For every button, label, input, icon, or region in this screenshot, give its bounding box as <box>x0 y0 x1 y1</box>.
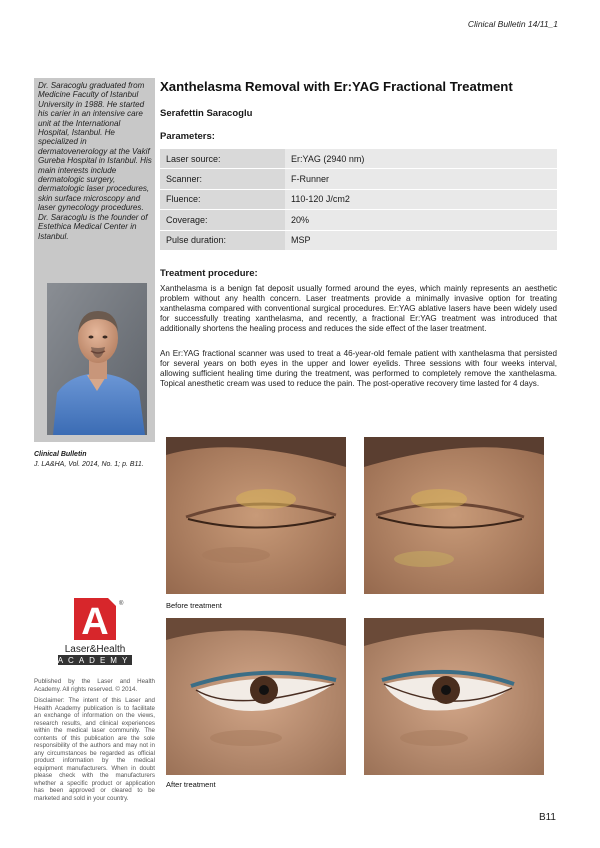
author-photo <box>47 283 147 435</box>
table-row <box>160 189 557 209</box>
published-notice: Published by the Laser and Health Academy. All rights reserved. © 2014. <box>34 678 155 693</box>
citation-title: Clinical Bulletin <box>34 451 87 458</box>
param-label: Pulse duration: <box>160 230 285 250</box>
after-treatment-caption: After treatment <box>166 780 216 789</box>
svg-text:®: ® <box>119 601 124 607</box>
svg-text:ACADEMY: ACADEMY <box>57 656 133 665</box>
before-treatment-right-eye-photo <box>364 437 544 594</box>
procedure-heading: Treatment procedure: <box>160 268 258 279</box>
param-value: F-Runner <box>285 169 557 189</box>
table-row <box>160 169 557 189</box>
param-label: Laser source: <box>160 149 285 169</box>
table-row <box>160 210 557 230</box>
param-label: Fluence: <box>160 189 285 209</box>
param-label: Scanner: <box>160 169 285 189</box>
parameters-table <box>160 149 557 251</box>
param-value: MSP <box>285 230 557 250</box>
table-row <box>160 230 557 250</box>
after-treatment-right-eye-photo <box>364 618 544 775</box>
bulletin-header: Clinical Bulletin 14/11_1 <box>467 19 558 29</box>
param-value: Er:YAG (2940 nm) <box>285 149 557 169</box>
table-row <box>160 149 557 169</box>
parameters-heading: Parameters: <box>160 131 215 142</box>
before-treatment-caption: Before treatment <box>166 601 222 610</box>
procedure-paragraph-2: An Er:YAG fractional scanner was used to treat a 46-year-old female patient with xanthelasma that persisted for several years on both eyes in the upper and lower eyelids. Three sessions with four weeks interval, allowing sufficient healing time during the treatment, was performed to completely remove the xanthelasma. Topical anesthetic cream was used to reduce the pain. The post-operative recovery time lasted for 4 days. <box>160 349 557 388</box>
article-title: Xanthelasma Removal with Er:YAG Fractional Treatment <box>160 79 513 94</box>
param-label: Coverage: <box>160 210 285 230</box>
laser-health-academy-logo <box>56 598 134 666</box>
procedure-paragraph-1: Xanthelasma is a benign fat deposit usually formed around the eyes, which mainly represents an aesthetic problem without any health concern. Laser treatments provide a minimally invasive option for treating xanthelasma compared with conventional surgical procedures. Er:YAG ablative lasers have been widely used for successfully treating xanthelasma, and recently, a fractional Er:YAG treatment was introduced that additionally shortens the healing process and reduces the side effect of the laser treatment. <box>160 284 557 333</box>
citation-reference: J. LA&HA, Vol. 2014, No. 1; p. B11. <box>34 461 144 468</box>
article-author: Serafettin Saracoglu <box>160 108 253 119</box>
svg-text:A: A <box>81 601 109 643</box>
svg-text:Laser&Health: Laser&Health <box>64 644 126 655</box>
before-treatment-left-eye-photo <box>166 437 346 594</box>
author-bio-text: Dr. Saracoglu graduated from Medicine Faculty of Istanbul University in 1988. He started his carier in an intensive care unit at the International Hospital, Istanbul. He specialized in dermatovenerology at the Vakif Gureba Hospital in Istanbul. His main interests include dermatologic surgery, dermatologic laser procedures, skin surface microscopy and laser gynecology procedures. Dr. Saracoglu is the founder of Estethica Medical Center in Istanbul. <box>38 81 152 241</box>
param-value: 20% <box>285 210 557 230</box>
disclaimer-text: Disclaimer: The intent of this Laser and Health Academy publication is to facilitate an exchange of information on the views, research results, and clinical experiences within the medical laser community. The contents of this publication are the sole responsibility of the authors and may not in any circumstances be regarded as official product information by the medical equipment manufacturers. When in doubt please check with the manufacturers whether a specific product or application has been approved or cleared to be marketed and sold in your country. <box>34 697 155 802</box>
after-treatment-left-eye-photo <box>166 618 346 775</box>
param-value: 110-120 J/cm2 <box>285 189 557 209</box>
page-number: B11 <box>538 812 556 823</box>
